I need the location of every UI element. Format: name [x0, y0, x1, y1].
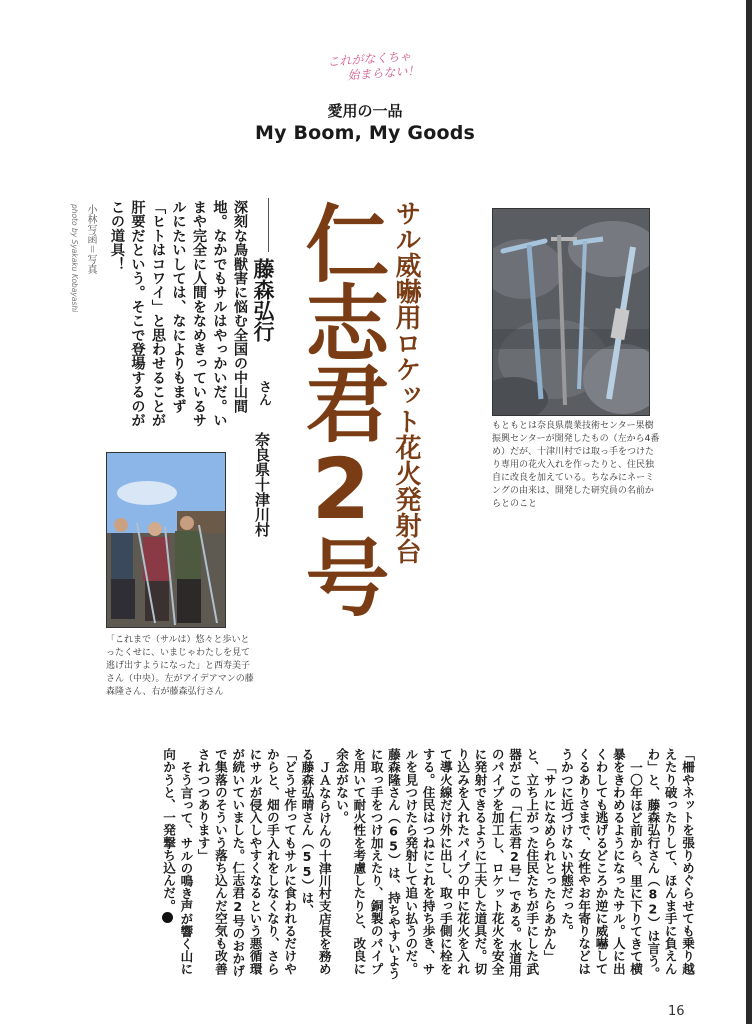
tools-photo-image	[493, 209, 649, 415]
article-title: 仁志君2号	[292, 200, 390, 614]
page-number: 16	[668, 1004, 685, 1019]
end-mark-icon: ◆	[162, 912, 173, 923]
section-title-jp: 愛用の一品	[327, 102, 403, 120]
body-paragraph: ＪＡならけんの十津川村支店長を務める藤森弘晴さん（55）は、	[299, 748, 332, 975]
photo-credit: 小林写函＝写真	[85, 204, 96, 274]
body-paragraph: 「柵やネットを張りめぐらせても乗り越えたり破ったりして、ほんま手に負えんわ」と、藤森弘行さん（82）は言う。	[645, 748, 695, 980]
kicker-line-1: これがなくちゃ	[327, 49, 412, 69]
article-subtitle: サル威嚇用ロケット花火発射台	[391, 200, 421, 564]
person-honorific: さん	[256, 380, 271, 406]
tools-photo	[492, 208, 650, 416]
lead-paragraph: 深刻な鳥獣害に悩む全国の中山間地。なかでもサルはやっかいだ。いまや完全に人間をなめきっているサルにたいしては、なによりもまず「ヒトはコワイ」と思わせることが肝要だという。そこで登場するのがこの道具！	[109, 200, 248, 428]
people-photo-caption: 「これまで（サルは）悠々と歩いとったくせに、いまじゃわたしを見て逃げ出すようになった」と西寿美子さん（中央）。左がアイデアマンの藤森隆さん、右が藤森弘行さん	[106, 635, 254, 697]
body-paragraph: そう言って、サルの鳴き声が響く山に向かうと、一発撃ち込んだ。	[161, 748, 194, 975]
photo-credit-en: photo by Syakaku Kobayashi	[70, 204, 79, 313]
page-edge	[746, 0, 752, 1024]
person-location: 奈良県十津川村	[253, 432, 271, 537]
body-paragraph: 一〇年ほど前から、里に下りてきて横暴をきわめるようになったサル。人に出くわしても逃げるどころか逆に威嚇してくるありさまで、女性やお年寄りなどはうかつに近づけない状態だった。	[558, 748, 644, 975]
body-paragraph: 「サルになめられとったらあかん」と、立ち上がった住民たちが手にした武器がこの「仁志君2号」である。水道用のパイプを加工し、ロケット花火を安全に発射できるように工夫した道具だ。切り込みを入れたパイプの中に花火を入れて導火線だけ外に出し、取っ手側に栓をする。住民はつねにこれを持ち歩き、サルを見つけたら発射して追い払うのだ。藤森隆さん（65）は、持ちやすいように取っ手をつけ加えたり、銅製のパイプを用いて耐火性を考慮したりと、改良に余念がない。	[334, 748, 557, 980]
people-photo	[106, 452, 226, 628]
body-paragraph: 「どうせ作ってもサルに食われるだけやからと、畑の手入れをしなくなり、さらにサルが侵入しやすくなるという悪循環が続いていました。仁志君2号のおかげで集落のそういう落ち込んだ空気も改善されつつあります」	[195, 748, 298, 978]
people-photo-image	[107, 453, 225, 627]
kicker	[299, 47, 441, 87]
kicker-line-2: 始まらない！	[347, 63, 420, 83]
tools-photo-caption: もともとは奈良県農業技術センター果樹振興センターが開発したもの（左から4番め）だが、十津川村では取っ手をつけたり専用の花火入れを作ったりと、住民独自に改良を加えている。ちなみにネーミングの由来は、開発した研究員の名前からとのこと	[492, 421, 660, 509]
person-name: 藤森弘行	[251, 258, 275, 342]
person-dash	[268, 198, 269, 252]
body-text	[42, 748, 696, 986]
section-title-en: My Boom, My Goods	[254, 122, 476, 144]
